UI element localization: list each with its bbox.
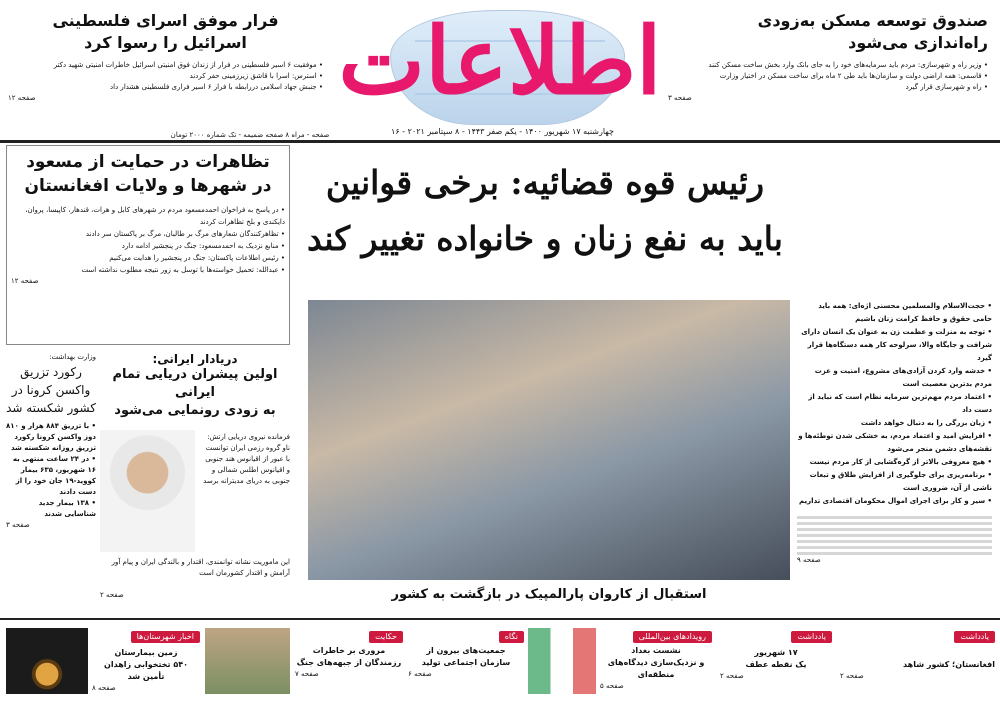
page-ref: صفحه ۳ xyxy=(6,521,30,529)
right-bullet: • اعتماد مردم مهم‌ترین سرمایه نظام است که نباید از دست داد xyxy=(797,391,992,417)
lead-headline xyxy=(300,155,790,267)
page-ref: صفحه ۱۲ xyxy=(8,94,36,102)
right-bullet: • هیچ معروفی بالاتر از گره‌گشایی از کار مردم نیست xyxy=(797,456,992,469)
teaser-title-2: راه‌اندازی می‌شود xyxy=(848,33,988,52)
story-bullet: • عبدالله: تحمیل خواسته‌ها با توسل به زور نتیجه مطلوب نداشته است xyxy=(11,264,285,276)
teaser-bullet: • جنبش جهاد اسلامی دررابطه با فرار ۶ اسیر فراری فلسطینی هشدار داد xyxy=(8,82,323,93)
right-bullet: • توجه به منزلت و عظمت زن به عنوان یک انسان دارای شرافت و جایگاه والا، سرلوحه کار همه دستگاه‌ها قرار گیرد xyxy=(797,326,992,365)
bottom-item-2: یادداشت ۱۷ شهریور یک نقطه عطف صفحه ۲ xyxy=(720,624,832,698)
bottom-item-5: حکایت مروری بر خاطرات رزمندگان از جبهه‌های جنگ صفحه ۷ xyxy=(295,632,402,678)
teaser-bullet: • قاسمی: همه اراضی دولت و سازمان‌ها باید طی ۲ ماه برای ساخت مسکن در اختیار وزارت xyxy=(668,71,988,82)
page-ref: صفحه ۹ xyxy=(797,556,821,564)
vaccine-story xyxy=(6,352,96,612)
lead-caption: استقبال از کاروان پارالمپیک در بازگشت به کشور xyxy=(391,587,707,602)
bottom-divider xyxy=(0,618,1000,620)
flags-photo xyxy=(528,628,596,694)
bottom-item-6: اخبار شهرستان‌ها زمین بیمارستان ۵۴۰ تختخوابی زاهدان تأمین شد صفحه ۸ xyxy=(92,624,200,698)
bottom-item-3: رویدادهای بین‌المللی نشست بغداد و نزدیک‌سازی دیدگاه‌های منطقه‌ای صفحه ۵ xyxy=(600,624,712,698)
right-bullet: • زبان بزرگی را به دنبال خواهد داشت xyxy=(797,417,992,430)
page-ref: صفحه ۲ xyxy=(100,591,124,599)
story-bullet: • تظاهرکنندگان شعارهای مرگ بر طالبان، مرگ بر پاکستان سر دادند xyxy=(11,228,285,240)
header-divider xyxy=(0,140,1000,143)
teaser-bullet: • موفقیت ۶ اسیر فلسطینی در فرار از زندان فوق امنیتی اسرائیل خاطرات امنیتی شهید دکتر xyxy=(8,60,323,71)
story-kicker: وزارت بهداشت: xyxy=(49,353,96,361)
story-bullet: • در ۲۴ ساعت منتهی به ۱۶ شهریور، ۶۳۵ بیمار کووید-۱۹ جان خود را از دست دادند xyxy=(6,454,96,498)
lead-headline-line-1: رئیس قوه قضائیه: برخی قوانین xyxy=(325,163,765,202)
teaser-bullet: • وزیر راه و شهرسازی: مردم باید سرمایه‌های خود را به جای بانک وارد بخش ساخت مسکن کنند xyxy=(668,60,988,71)
top-left-teaser xyxy=(8,10,323,104)
story-title-2: در شهرها و ولایات افغانستان xyxy=(24,176,272,196)
story-bullet: • با تزریق ۸۸۴ هزار و ۸۱۰ دوز واکسن کرونا رکورد تزریق روزانه شکسته شد xyxy=(6,421,96,454)
supplement-note: صفحه - مراه ۸ صفحه ضمیمه - تک شماره ۲۰۰۰ تومان xyxy=(170,131,330,139)
story-bullet: • ۱۳۸ بیمار جدید شناسایی شدند xyxy=(6,498,96,520)
war-photo xyxy=(205,628,290,694)
teaser-title: صندوق توسعه مسکن به‌زودی xyxy=(757,11,988,30)
story-bullet: • منابع نزدیک به احمدمسعود: جنگ در پنجشیر ادامه دارد xyxy=(11,240,285,252)
story-bullet: • در پاسخ به فراخوان احمدمسعود مردم در شهرهای کابل و هرات، قندهار، کاپیسا، پروان، دایکندی و بلخ تظاهرات کردند xyxy=(11,204,285,228)
dateline: چهارشنبه ۱۷ شهریور ۱۴۰۰ - یکم صفر ۱۴۴۳ - ۸ سپتامبر ۲۰۲۱ - ۱۶ xyxy=(391,127,614,136)
admiral-photo xyxy=(100,430,195,552)
story-body: این ماموریت نشانه توانمندی، اقتدار و بالندگی ایران و پیام آور آرامش و اقتدار کشورمان است xyxy=(111,558,290,577)
story-title: رکورد تزریق واکسن کرونا در کشور شکسته شد xyxy=(6,365,96,415)
right-bullet: • برنامه‌ریزی برای جلوگیری از افزایش طلاق و تبعات ناشی از آن، ضروری است xyxy=(797,469,992,495)
top-right-teaser xyxy=(668,10,988,104)
right-bullet: • خدشه وارد کردن آزادی‌های مشروع، امنیت و عزت مردم بدترین معصیت است xyxy=(797,365,992,391)
teaser-bullet: • استرس: اسرا با قاشق زیرزمینی حفر کردند xyxy=(8,71,323,82)
story-body: فرمانده نیروی دریایی ارتش: ناو گروه رزمی ایران توانست با عبور از اقیانوس هند جنوبی و اقیانوس اطلس شمالی و جنوبی به دریای مدیترانه برسد xyxy=(203,433,290,485)
story-kicker: دریادار ایرانی: xyxy=(152,352,238,366)
lead-headline-line-2: باید به نفع زنان و خانواده تغییر کند xyxy=(307,219,783,258)
right-bullet: • افزایش امید و اعتماد مردم، به خشکی شدن توطئه‌ها و نقشه‌های دشمن منجر می‌شود xyxy=(797,430,992,456)
page-ref: صفحه ۱۲ xyxy=(11,277,39,285)
teaser-title: فرار موفق اسرای فلسطینی xyxy=(52,11,279,30)
newspaper-logo: اطلاعات xyxy=(338,7,662,115)
navy-story xyxy=(100,352,290,612)
afghanistan-protests-story xyxy=(6,145,290,345)
masthead xyxy=(330,0,670,130)
story-title: اولین پیشران دریایی تمام ایرانی xyxy=(112,367,278,400)
night-moon-photo xyxy=(6,628,88,694)
right-bullet: • حجت‌الاسلام والمسلمین محسنی اژه‌ای: همه باید حامی حقوق و حافظ کرامت زنان باشیم xyxy=(797,300,992,326)
body-text-placeholder xyxy=(797,516,992,555)
right-bullet: • سیر و کار برای اجرای اموال محکومان اقتصادی تداریم xyxy=(797,495,992,508)
story-title-2: به زودی رونمایی می‌شود xyxy=(114,403,276,418)
teaser-title-2: اسرائیل را رسوا کرد xyxy=(84,33,247,52)
bottom-item-4: نگاه جمعیت‌های بیرون از سازمان اجتماعی تولید صفحه ۶ xyxy=(408,624,524,698)
story-title: تظاهرات در حمایت از مسعود xyxy=(26,152,270,172)
teaser-bullet: • راه و شهرسازی قرار گیرد xyxy=(668,82,988,93)
bottom-item-1: یادداشت افغانستان؛ کشور شاهد صفحه ۲ xyxy=(840,632,995,680)
story-bullet: • رئیس اطلاعات پاکستان: جنگ در پنجشیر را هدایت می‌کنیم xyxy=(11,252,285,264)
lead-photo xyxy=(308,300,790,580)
page-ref: صفحه ۳ xyxy=(668,94,692,102)
right-column xyxy=(797,300,992,566)
